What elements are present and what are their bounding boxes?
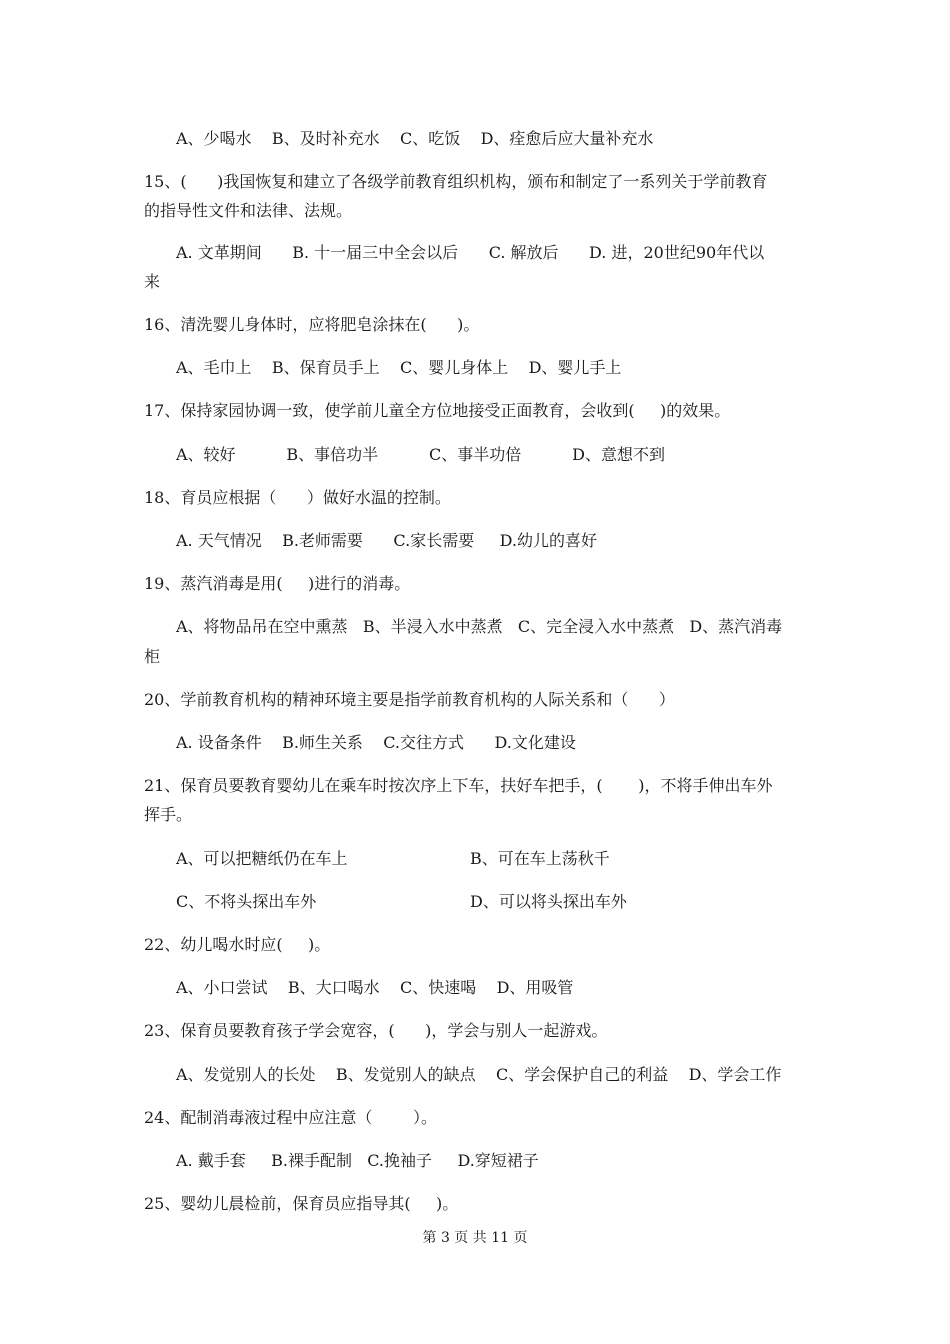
q25-stem: 25、婴幼儿晨检前，保育员应指导其( )。	[144, 1194, 459, 1213]
q21-stem-line2: 挥手。	[144, 805, 193, 824]
q21-option-a: A、可以把糖纸仍在车上	[176, 849, 348, 868]
q21-option-d: D、可以将头探出车外	[470, 892, 627, 911]
q15-stem-line1: 15、( )我国恢复和建立了各级学前教育组织机构，颁布和制定了一系列关于学前教育	[144, 172, 768, 191]
q19-options-line1: A、将物品吊在空中熏蒸 B、半浸入水中蒸煮 C、完全浸入水中蒸煮 D、蒸汽消毒	[176, 617, 783, 636]
q24-options: A. 戴手套 B.裸手配制 C.挽袖子 D.穿短裙子	[176, 1151, 539, 1170]
q21-option-c: C、不将头探出车外	[176, 892, 317, 911]
q20-stem: 20、学前教育机构的精神环境主要是指学前教育机构的人际关系和（ ）	[144, 690, 675, 709]
q17-stem: 17、保持家园协调一致，使学前儿童全方位地接受正面教育，会收到( )的效果。	[144, 401, 731, 420]
q23-stem: 23、保育员要教育孩子学会宽容，( )，学会与别人一起游戏。	[144, 1021, 608, 1040]
q19-stem: 19、蒸汽消毒是用( )进行的消毒。	[144, 574, 411, 593]
q15-options-line1: A. 文革期间 B. 十一届三中全会以后 C. 解放后 D. 进，20世纪90年代以	[176, 243, 765, 262]
q22-options: A、小口尝试 B、大口喝水 C、快速喝 D、用吸管	[176, 978, 574, 997]
q23-options: A、发觉别人的长处 B、发觉别人的缺点 C、学会保护自己的利益 D、学会工作	[176, 1065, 782, 1084]
q19-options-line2: 柜	[144, 647, 161, 666]
q16-options: A、毛巾上 B、保育员手上 C、婴儿身体上 D、婴儿手上	[176, 358, 622, 377]
page-footer: 第 3 页 共 11 页	[422, 1230, 528, 1246]
q17-options: A、较好 B、事倍功半 C、事半功倍 D、意想不到	[176, 445, 665, 464]
q21-option-b: B、可在车上荡秋千	[470, 849, 610, 868]
q18-options: A. 天气情况 B.老师需要 C.家长需要 D.幼儿的喜好	[176, 531, 597, 550]
q15-options-line2: 来	[144, 272, 161, 291]
q24-stem: 24、配制消毒液过程中应注意（ ）。	[144, 1108, 438, 1127]
q22-stem: 22、幼儿喝水时应( )。	[144, 935, 331, 954]
q21-stem-line1: 21、保育员要教育婴幼儿在乘车时按次序上下车，扶好车把手，( )，不将手伸出车外	[144, 776, 773, 795]
q16-stem: 16、清洗婴儿身体时，应将肥皂涂抹在( )。	[144, 315, 480, 334]
q18-stem: 18、育员应根据（ ）做好水温的控制。	[144, 488, 451, 507]
q15-stem-line2: 的指导性文件和法律、法规。	[144, 201, 353, 220]
q20-options: A. 设备条件 B.师生关系 C.交往方式 D.文化建设	[176, 733, 576, 752]
q14-options: A、少喝水 B、及时补充水 C、吃饭 D、痊愈后应大量补充水	[176, 129, 654, 148]
